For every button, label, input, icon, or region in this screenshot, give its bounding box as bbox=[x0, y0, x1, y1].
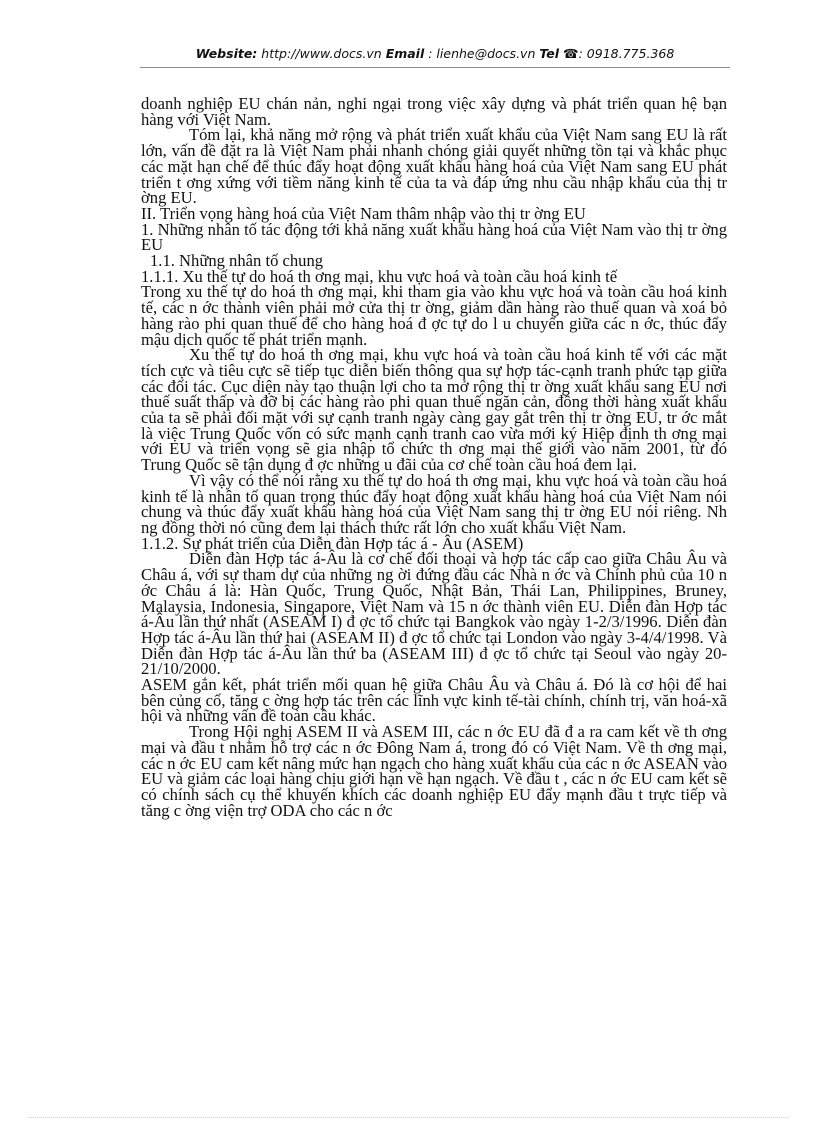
paragraph: Xu thế tự do hoá th ơng mại, khu vực hoá và toàn cầu hoá kinh tế với các mặt tích cực và tiêu cực sẽ tiếp tục diễn biến thông qua sự hợp tác-cạnh tranh phức tạp giữa các đối tác. Cục diện này tạo thuận lợi cho ta mở rộng thị tr ờng xuất khẩu sang EU nơi thuế suất thấp và đỡ bị các hàng rào phi quan thuế ngăn cản, đồng thời hàng xuất khẩu của ta sẽ phải đối mặt với sự cạnh tranh ngày càng gay gắt trên thị tr ờng EU, tr ớc mắt là việc Trung Quốc vốn có sức mạnh cạnh tranh cao vừa mới ký Hiệp định th ơng mại với EU và triển vọng sẽ gia nhập tổ chức th ơng mại thế giới vào năm 2001, từ đó Trung Quốc sẽ tận dụng đ ợc những u đãi của cơ chế toàn cầu hoá đem lại. bbox=[141, 345, 727, 475]
header-divider bbox=[140, 67, 730, 68]
tel-label: Tel bbox=[539, 46, 560, 61]
email-label: Email bbox=[385, 46, 425, 61]
section-heading: 1. Những nhân tố tác động tới khả năng xuất khẩu hàng hoá của Việt Nam vào thị tr ờng EU bbox=[141, 219, 727, 255]
paragraph: Trong xu thế tự do hoá th ơng mại, khi tham gia vào khu vực hoá và toàn cầu hoá kinh tế, các n ớc thành viên phải mở cửa thị tr ờng, giảm dần hàng rào thuế quan và xoá bỏ hàng rào phi quan thuế để cho hàng hoá đ ợc tự do l u chuyển giữa các n ớc, thúc đẩy mậu dịch quốc tế phát triển mạnh. bbox=[141, 282, 727, 349]
phone-icon: ☎ bbox=[563, 46, 579, 61]
paragraph: Tóm lại, khả năng mở rộng và phát triển xuất khẩu của Việt Nam sang EU là rất lớn, vấn đề đặt ra là Việt Nam phải nhanh chóng giải quyết những tồn tại và khắc phục các mặt hạn chế để thúc đẩy hoạt động xuất khẩu hàng hoá của Việt Nam sang EU phát triển t ơng xứng với tiềm năng kinh tế của ta và đáp ứng nhu cầu nhập khẩu của thị tr ờng EU. bbox=[141, 125, 727, 208]
paragraph: ASEM gắn kết, phát triển mối quan hệ giữa Châu Âu và Châu á. Đó là cơ hội để hai bên củng cố, tăng c ờng hợp tác trên các lĩnh vực kinh tế-tài chính, chính trị, văn hoá-xã hội và những vấn đề toàn cầu khác. bbox=[141, 675, 727, 726]
section-heading: 1.1.2. Sự phát triển của Diễn đàn Hợp tác á - Âu (ASEM) bbox=[141, 533, 524, 553]
paragraph: Vì vậy có thể nói rằng xu thế tự do hoá th ơng mại, khu vực hoá và toàn cầu hoá kinh tế là nhân tố quan trọng thúc đẩy hoạt động xuất khẩu hàng hoá của Việt Nam nói chung và thúc đẩy xuất khẩu hàng hoá của Việt Nam sang thị tr ờng EU nói riêng. Nh ng đồng thời nó cũng đem lại thách thức rất lớn cho xuất khẩu Việt Nam. bbox=[141, 470, 727, 537]
website-label: Website: bbox=[195, 46, 258, 61]
website-link[interactable]: http://www.docs.vn bbox=[261, 46, 382, 61]
paragraph: Trong Hội nghị ASEM II và ASEM III, các n ớc EU đã đ a ra cam kết về th ơng mại và đầu t nhằm hỗ trợ các n ớc Đông Nam á, trong đó có Việt Nam. Về th ơng mại, các n ớc EU cam kết nâng mức hạn ngạch cho hàng xuất khẩu của các n ớc ASEAN vào EU và giảm các loại hàng chịu giới hạn về hạn ngạch. Về đầu t , các n ớc EU cam kết sẽ có chính sách cụ thể khuyến khích các doanh nghiệp EU đẩy mạnh đầu t trực tiếp và tăng c ờng viện trợ ODA cho các n ớc bbox=[141, 722, 727, 820]
footer-divider bbox=[28, 1117, 788, 1118]
section-heading: 1.1. Những nhân tố chung bbox=[150, 251, 324, 271]
paragraph: Diễn đàn Hợp tác á-Âu là cơ chế đối thoại và hợp tác cấp cao giữa Châu Âu và Châu á, với sự tham dự của những ng ời đứng đầu các Nhà n ớc và Chính phủ của 10 n ớc Châu á là: Hàn Quốc, Trung Quốc, Nhật Bản, Thái Lan, Philippines, Bruney, Malaysia, Indonesia, Singapore, Việt Nam và 15 n ớc thành viên EU. Diễn đàn Hợp tác á-Âu lần thứ nhất (ASEAM I) đ ợc tổ chức tại Bangkok vào ngày 1-2/3/1996. Diễn đàn Hợp tác á-Âu lần thứ hai (ASEAM II) đ ợc tổ chức tại London vào ngày 3-4/4/1998. Và Diễn đàn Hợp tác á-Âu lần thứ ba (ASEAM III) đ ợc tổ chức tại Seoul vào ngày 20-21/10/2000. bbox=[141, 549, 727, 679]
paragraph: doanh nghiệp EU chán nản, nghi ngại trong việc xây dựng và phát triển quan hệ bạn hàng với Việt Nam. bbox=[141, 94, 727, 129]
page-header bbox=[140, 46, 730, 61]
section-heading: 1.1.1. Xu thế tự do hoá th ơng mại, khu vực hoá và toàn cầu hoá kinh tế bbox=[141, 266, 618, 286]
section-heading: II. Triển vọng hàng hoá của Việt Nam thâm nhập vào thị tr ờng EU bbox=[141, 203, 586, 223]
tel-number: : 0918.775.368 bbox=[578, 46, 675, 61]
email-link[interactable]: : lienhe@docs.vn bbox=[428, 46, 536, 61]
document-body bbox=[141, 96, 727, 818]
